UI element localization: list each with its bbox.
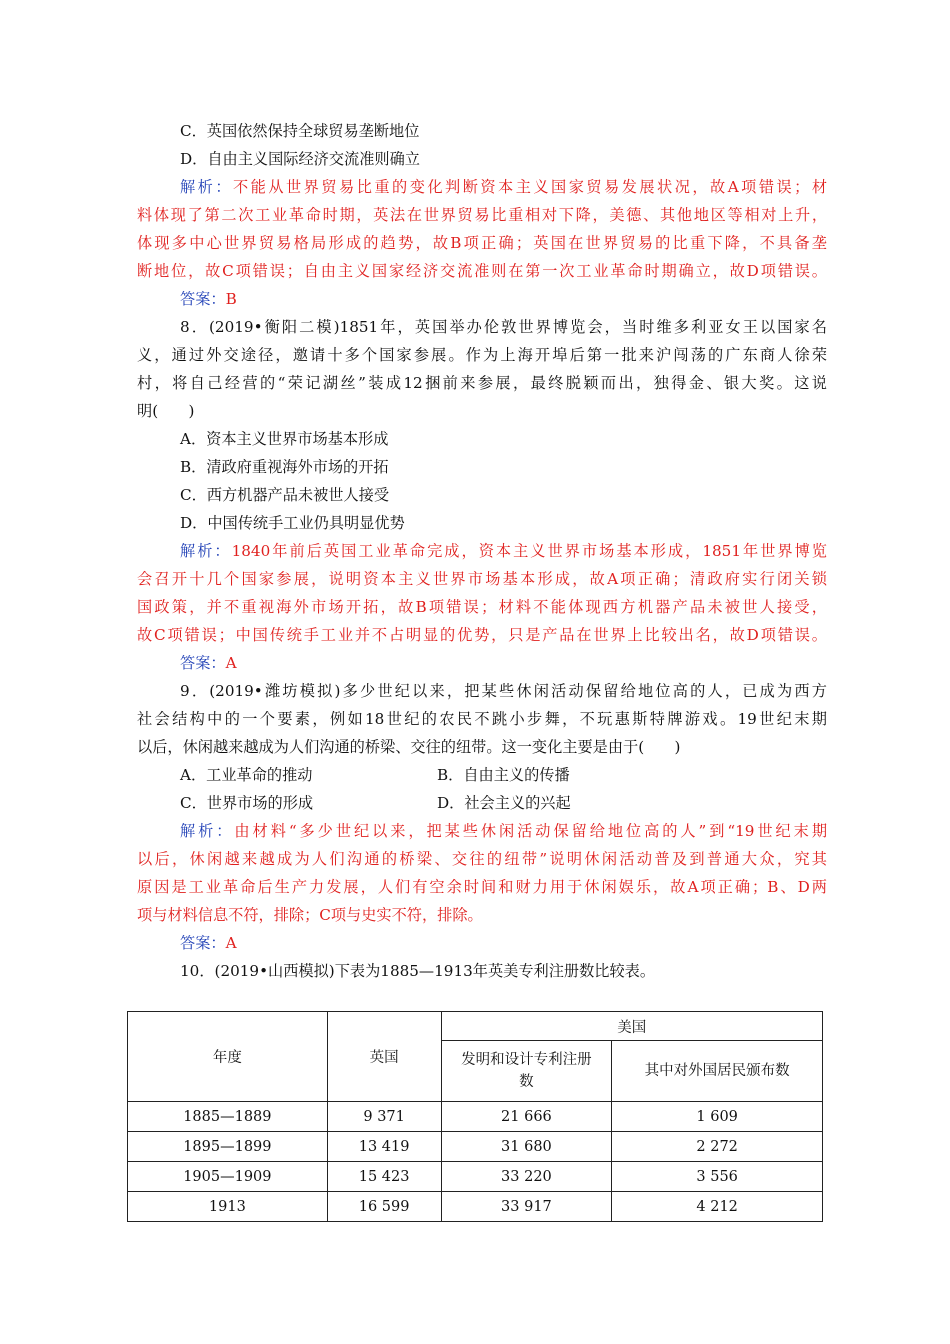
table-row: 1895—1899 13 419 31 680 2 272 [128,1132,823,1162]
q8-analysis-line-1: 解析：1840年前后英国工业革命完成，资本主义世界市场基本形成，1851年世界博览 [180,542,827,560]
header-year: 年度 [128,1012,328,1102]
q9-option-c: C．世界市场的形成 [180,794,314,812]
header-us-foreign: 其中对外国居民颁布数 [612,1041,823,1102]
q8-option-d: D．中国传统手工业仍具明显优势 [180,514,405,532]
table-row: 1913 16 599 33 917 4 212 [128,1192,823,1222]
q7-option-c: C．英国依然保持全球贸易垄断地位 [180,122,420,140]
q9-analysis-line-2: 以后，休闲越来越成为人们沟通的桥梁、交往的纽带”说明休闲活动普及到普通大众，究其 [137,850,827,868]
q8-option-b: B．清政府重视海外市场的开拓 [180,458,389,476]
q8-analysis-line-2: 会召开十几个国家参展，说明资本主义世界市场基本形成，故A项正确；清政府实行闭关锁 [137,570,827,588]
q7-analysis-line-2: 料体现了第二次工业革命时期，英法在世界贸易比重相对下降，美德、其他地区等相对上升， [137,206,827,224]
q9-option-a: A．工业革命的推动 [180,766,313,784]
q9-analysis-line-4: 项与材料信息不符，排除；C项与史实不符，排除。 [137,906,483,924]
q7-answer: 答案：B [180,290,237,308]
q7-option-d: D．自由主义国际经济交流准则确立 [180,150,420,168]
table-row: 1905—1909 15 423 33 220 3 556 [128,1162,823,1192]
q9-option-b: B．自由主义的传播 [437,766,570,784]
q8-analysis-line-4: 故C项错误；中国传统手工业并不占明显的优势，只是产品在世界上比较出名，故D项错误。 [137,626,827,644]
q9-answer: 答案：A [180,934,237,952]
header-us-patents: 发明和设计专利注册 数 [441,1041,612,1102]
q9-analysis-line-1: 解析：由材料“多少世纪以来，把某些休闲活动保留给地位高的人”到“19世纪末期 [180,822,828,840]
q8-option-c: C．西方机器产品未被世人接受 [180,486,390,504]
q8-stem-line-3: 村，将自己经营的“荣记湖丝”装成12捆前来参展，最终脱颖而出，独得金、银大奖。这说 [137,374,827,392]
q9-stem-line-3: 以后，休闲越来越成为人们沟通的桥梁、交往的纽带。这一变化主要是由于( ) [137,738,681,756]
header-us: 美国 [441,1012,822,1041]
q9-analysis-line-3: 原因是工业革命后生产力发展，人们有空余时间和财力用于休闲娱乐，故A项正确；B、D两 [137,878,827,896]
q8-answer: 答案：A [180,654,237,672]
q8-stem-line-1: 8．(2019•衡阳二模)1851年，英国举办伦敦世界博览会，当时维多利亚女王以国家名 [180,318,827,336]
q8-stem-line-2: 义，通过外交途径，邀请十多个国家参展。作为上海开埠后第一批来沪闯荡的广东商人徐荣 [137,346,827,364]
q8-stem-line-4: 明( ) [137,402,195,420]
q8-option-a: A．资本主义世界市场基本形成 [180,430,389,448]
q7-analysis-line-3: 体现多中心世界贸易格局形成的趋势，故B项正确；英国在世界贸易的比重下降，不具备垄 [137,234,827,252]
patent-table [127,1011,823,1222]
q10-stem: 10．(2019•山西模拟)下表为1885—1913年英美专利注册数比较表。 [180,962,656,980]
q9-options-row-2 [180,790,827,818]
q9-option-d: D．社会主义的兴起 [437,794,571,812]
q8-analysis-line-3: 国政策，并不重视海外市场开拓，故B项错误；材料不能体现西方机器产品未被世人接受， [137,598,827,616]
table-row: 1885—1889 9 371 21 666 1 609 [128,1102,823,1132]
q7-analysis-line-1: 解析：不能从世界贸易比重的变化判断资本主义国家贸易发展状况，故A项错误；材 [180,178,828,196]
q9-stem-line-1: 9．(2019•潍坊模拟)多少世纪以来，把某些休闲活动保留给地位高的人，已成为西方 [180,682,827,700]
header-uk: 英国 [327,1012,441,1102]
q9-stem-line-2: 社会结构中的一个要素，例如18世纪的农民不跳小步舞，不玩惠斯特牌游戏。19世纪末期 [137,710,827,728]
q7-analysis-label: 解析： [180,178,234,196]
q9-options-row-1 [180,762,827,790]
q7-analysis-line-4: 断地位，故C项错误；自由主义国家经济交流准则在第一次工业革命时期确立，故D项错误。 [137,262,827,280]
